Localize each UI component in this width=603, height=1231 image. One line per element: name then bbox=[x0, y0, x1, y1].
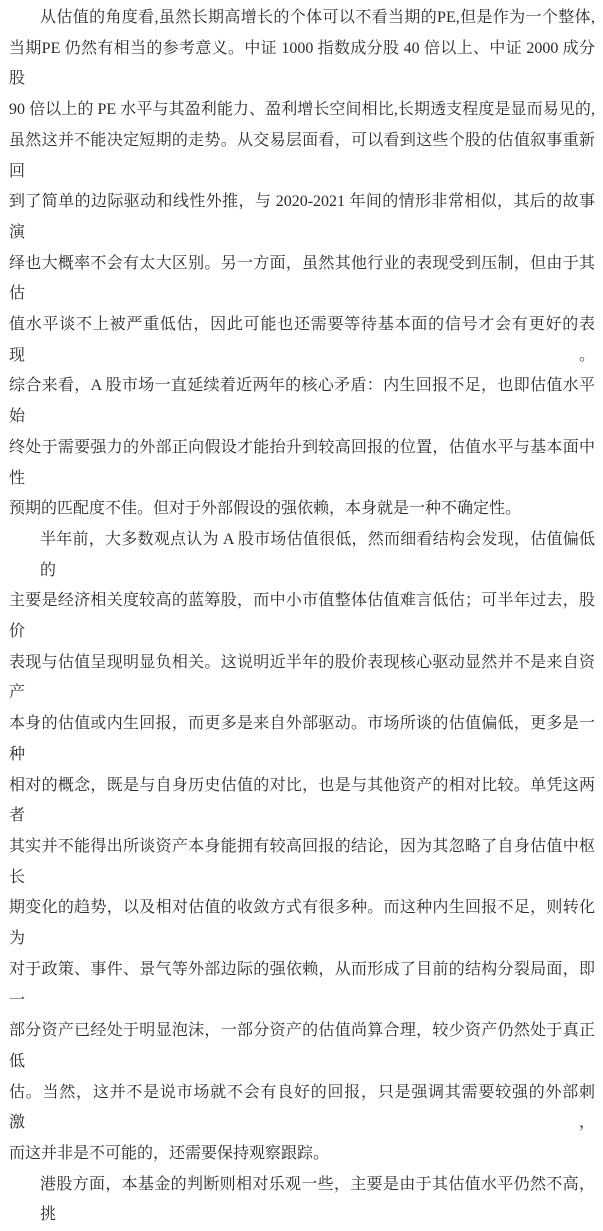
text-line: 90 倍以上的 PE 水平与其盈利能力、盈利增长空间相比,长期透支程度是显而易见的, bbox=[9, 101, 595, 119]
text-line: 值水平谈不上被严重低估，因此可能也还需要等待基本面的信号才会有更好的表现。 bbox=[9, 316, 595, 364]
text-line: 综合来看，A 股市场一直延续着近两年的核心矛盾：内生回报不足，也即估值水平始 bbox=[9, 377, 595, 426]
text-line: 预期的匹配度不佳。但对于外部假设的强依赖，本身就是一种不确定性。 bbox=[9, 500, 522, 518]
text-line: 从估值的角度看,虽然长期高增长的个体可以不看当期的PE,但是作为一个整体, bbox=[40, 9, 595, 26]
text-line: 到了简单的边际驱动和线性外推，与 2020-2021 年间的情形非常相似，其后的故事演 bbox=[9, 193, 595, 241]
text-line: 相对的概念，既是与自身历史估值的对比，也是与其他资产的相对比较。单凭这两者 bbox=[9, 776, 595, 825]
text-line: 本身的估值或内生回报，而更多是来自外部驱动。市场所谈的估值偏低，更多是一种 bbox=[9, 715, 595, 763]
text-line: 绎也大概率不会有太大区别。另一方面，虽然其他行业的表现受到压制，但由于其估 bbox=[9, 254, 595, 303]
text-line: 虽然这并不能决定短期的走势。从交易层面看，可以看到这些个股的估值叙事重新回 bbox=[9, 131, 595, 180]
text-line: 半年前，大多数观点认为 A 股市场估值很低，然而细看结构会发现，估值偏低的 bbox=[40, 530, 595, 579]
paragraph-valuation bbox=[9, 3, 595, 525]
text-line: 而这并非是不可能的，还需要保持观察跟踪。 bbox=[9, 1145, 330, 1163]
text-line: 终处于需要强力的外部正向假设才能抬升到较高回报的位置，估值水平与基本面中性 bbox=[9, 438, 595, 487]
text-line: 对于政策、事件、景气等外部边际的强依赖，从而形成了目前的结构分裂局面，即一 bbox=[9, 960, 595, 1009]
document-body bbox=[9, 3, 595, 1231]
text-line: 当期PE 仍然有相当的参考意义。中证 1000 指数成分股 40 倍以上、中证 2000 成分股 bbox=[9, 39, 595, 88]
text-line: 部分资产已经处于明显泡沫，一部分资产的估值尚算合理，较少资产仍然处于真正低 bbox=[9, 1022, 595, 1070]
text-line: 表现与估值呈现明显负相关。这说明近半年的股价表现核心驱动显然并不是来自资产 bbox=[9, 653, 595, 702]
text-line: 期变化的趋势，以及相对估值的收敛方式有很多种。而这种内生回报不足，则转化为 bbox=[9, 899, 595, 948]
paragraph-hk-stocks bbox=[9, 1170, 595, 1231]
paragraph-half-year bbox=[9, 525, 595, 1170]
text-line: 港股方面，本基金的判断则相对乐观一些，主要是由于其估值水平仍然不高，挑 bbox=[40, 1175, 595, 1224]
text-line: 其实并不能得出所谈资产本身能拥有较高回报的结论，因为其忽略了自身估值中枢长 bbox=[9, 837, 595, 886]
text-line: 估。当然，这并不是说市场就不会有良好的回报，只是强调其需要较强的外部刺激， bbox=[9, 1083, 595, 1132]
text-line: 主要是经济相关度较高的蓝筹股，而中小市值整体估值难言低估；可半年过去，股价 bbox=[9, 592, 595, 641]
